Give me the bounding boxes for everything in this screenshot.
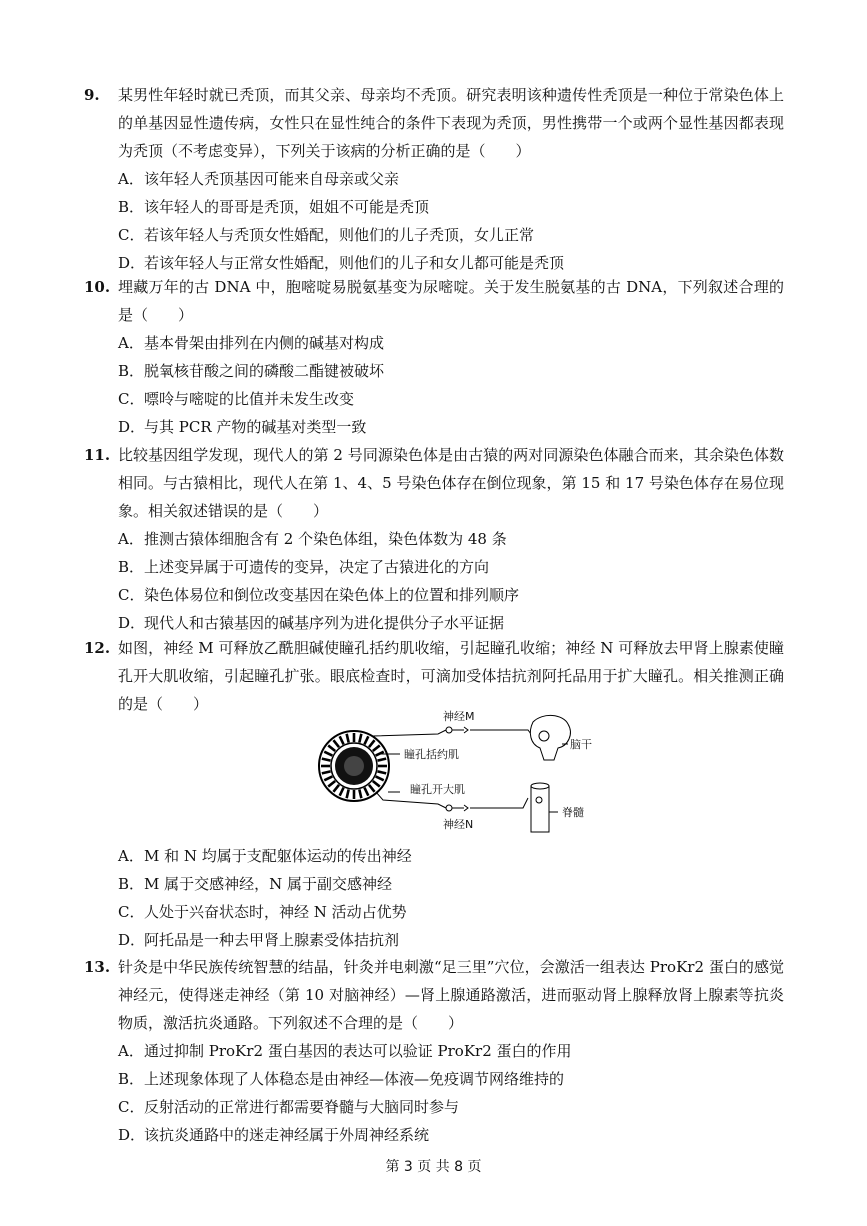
- question-number: 11.: [84, 446, 111, 464]
- option-c: C．染色体易位和倒位改变基因在染色体上的位置和排列顺序: [118, 586, 520, 604]
- page-footer: 第 3 页 共 8 页: [385, 1159, 482, 1175]
- option-c: C．人处于兴奋状态时，神经 N 活动占优势: [118, 903, 407, 921]
- option-b: B．上述变异属于可遗传的变异，决定了古猿进化的方向: [118, 558, 490, 576]
- nerve-m-label: 神经M: [443, 710, 475, 723]
- spinal-cord-label: 脊髓: [562, 806, 584, 819]
- nerve-n-label: 神经N: [443, 818, 474, 831]
- pupil-nerve-diagram: [318, 708, 618, 834]
- question-number: 10.: [84, 278, 111, 296]
- option-a: A．M 和 N 均属于支配躯体运动的传出神经: [118, 847, 412, 865]
- sphincter-label: 瞳孔括约肌: [404, 748, 459, 761]
- option-d: D．若该年轻人与正常女性婚配，则他们的儿子和女儿都可能是秃顶: [118, 254, 565, 272]
- question-stem: 某男性年轻时就已秃顶，而其父亲、母亲均不秃顶。研究表明该种遗传性秃顶是一种位于常染色体上的单基因显性遗传病，女性只在显性纯合的条件下表现为秃顶，男性携带一个或两个显性基因都表现为秃顶（不考虑变异），下列关于该病的分析正确的是（ ）: [118, 86, 784, 160]
- question-11: [84, 441, 784, 637]
- option-b: B．M 属于交感神经，N 属于副交感神经: [118, 875, 393, 893]
- question-9: [84, 81, 784, 277]
- option-b: B．该年轻人的哥哥是秃顶，姐姐不可能是秃顶: [118, 198, 430, 216]
- option-d: D．该抗炎通路中的迷走神经属于外周神经系统: [118, 1126, 430, 1144]
- iris-icon: [319, 731, 389, 801]
- option-d: D．现代人和古猿基因的碱基序列为进化提供分子水平证据: [118, 614, 505, 632]
- dilator-label: 瞳孔开大肌: [410, 783, 465, 796]
- option-a: A．推测古猿体细胞含有 2 个染色体组，染色体数为 48 条: [118, 530, 507, 548]
- option-c: C．若该年轻人与秃顶女性婚配，则他们的儿子秃顶，女儿正常: [118, 226, 535, 244]
- question-13: [84, 953, 784, 1149]
- question-10: [84, 273, 784, 441]
- option-b: B．脱氧核苷酸之间的磷酸二酯键被破坏: [118, 362, 385, 380]
- spinal-cord-icon: [531, 783, 549, 832]
- option-c: C．反射活动的正常进行都需要脊髓与大脑同时参与: [118, 1098, 460, 1116]
- question-stem: 如图，神经 M 可释放乙酰胆碱使瞳孔括约肌收缩，引起瞳孔收缩；神经 N 可释放去甲肾上腺素使瞳孔开大肌收缩，引起瞳孔扩张。眼底检查时，可滴加受体拮抗剂阿托品用于扩大瞳孔。相关推测正确的是（ ）: [118, 639, 784, 713]
- option-b: B．上述现象体现了人体稳态是由神经—体液—免疫调节网络维持的: [118, 1070, 565, 1088]
- question-number: 9.: [84, 86, 100, 104]
- option-a: A．该年轻人秃顶基因可能来自母亲或父亲: [118, 170, 400, 188]
- question-stem: 比较基因组学发现，现代人的第 2 号同源染色体是由古猿的两对同源染色体融合而来，其余染色体数相同。与古猿相比，现代人在第 1、4、5 号染色体存在倒位现象，第 15 和 17 号染色体存在易位现象。相关叙述错误的是（ ）: [118, 446, 784, 520]
- question-number: 13.: [84, 958, 111, 976]
- option-d: D．与其 PCR 产物的碱基对类型一致: [118, 418, 367, 436]
- brainstem-icon: [530, 715, 570, 760]
- option-d: D．阿托品是一种去甲肾上腺素受体拮抗剂: [118, 931, 400, 949]
- question-stem: 埋藏万年的古 DNA 中，胞嘧啶易脱氨基变为尿嘧啶。关于发生脱氨基的古 DNA，下列叙述合理的是（ ）: [118, 278, 784, 324]
- question-number: 12.: [84, 639, 111, 657]
- option-c: C．嘌呤与嘧啶的比值并未发生改变: [118, 390, 355, 408]
- question-stem: 针灸是中华民族传统智慧的结晶，针灸并电刺激“足三里”穴位，会激活一组表达 ProKr2 蛋白的感觉神经元，使得迷走神经（第 10 对脑神经）—肾上腺通路激活，进而驱动肾上腺释放肾上腺素等抗炎物质，激活抗炎通路。下列叙述不合理的是（ ）: [118, 958, 784, 1032]
- option-a: A．通过抑制 ProKr2 蛋白基因的表达可以验证 ProKr2 蛋白的作用: [118, 1042, 572, 1060]
- brainstem-label: 脑干: [570, 738, 592, 751]
- option-a: A．基本骨架由排列在内侧的碱基对构成: [118, 334, 385, 352]
